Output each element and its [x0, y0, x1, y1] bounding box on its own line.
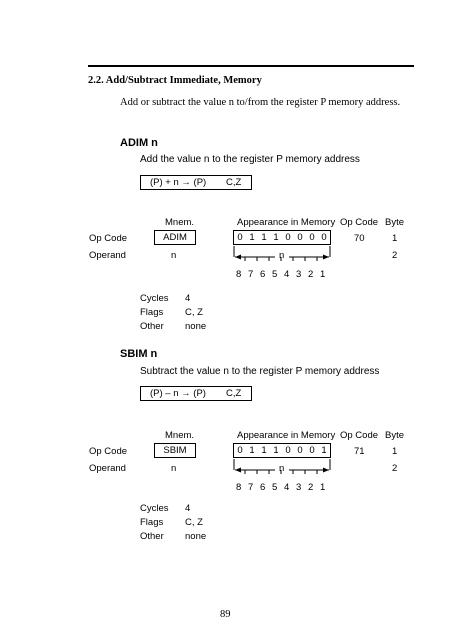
opcode-byte-count: 1	[392, 446, 398, 457]
bit-value: 0	[321, 232, 327, 243]
operand-field-label: n	[279, 250, 285, 261]
bit-number: 3	[296, 482, 302, 493]
instruction-title: SBIM n	[120, 348, 158, 360]
flags-label: Flags	[140, 517, 164, 528]
bit-number: 8	[236, 482, 242, 493]
header-rule	[88, 65, 414, 67]
bit-number: 8	[236, 269, 242, 280]
flags-value: C, Z	[185, 307, 203, 318]
section-title: 2.2. Add/Subtract Immediate, Memory	[88, 75, 262, 86]
opcode-value: 71	[354, 446, 365, 457]
row-label-operand: Operand	[89, 250, 126, 261]
bit-number: 7	[248, 269, 254, 280]
bit-value: 0	[297, 232, 303, 243]
bit-number: 4	[284, 482, 290, 493]
bit-value: 0	[309, 445, 315, 456]
flags-label: Flags	[140, 307, 164, 318]
bit-number: 4	[284, 269, 290, 280]
bit-value: 1	[261, 445, 267, 456]
instruction-description: Subtract the value n to the register P memory address	[140, 366, 380, 377]
mnemonic-box: SBIM	[154, 443, 196, 458]
operand-byte-count: 2	[392, 250, 398, 261]
operand-mnem: n	[171, 250, 177, 261]
opcode-value: 70	[354, 233, 365, 244]
bit-value: 0	[309, 232, 315, 243]
bit-number: 6	[260, 269, 266, 280]
bit-value: 1	[249, 445, 255, 456]
bit-pattern-box	[233, 230, 331, 245]
operand-byte-count: 2	[392, 463, 398, 474]
row-label-opcode: Op Code	[89, 446, 128, 457]
row-label-operand: Operand	[89, 463, 126, 474]
other-label: Other	[140, 321, 164, 332]
header-mnem: Mnem.	[165, 430, 195, 441]
bit-number: 5	[272, 482, 278, 493]
other-label: Other	[140, 531, 164, 542]
bit-value: 0	[237, 232, 243, 243]
bit-value: 0	[285, 232, 291, 243]
instruction-title: ADIM n	[120, 137, 158, 149]
bit-value: 1	[273, 445, 279, 456]
bit-value: 1	[273, 232, 279, 243]
bit-value: 1	[261, 232, 267, 243]
bit-value: 0	[285, 445, 291, 456]
operation-formula: (P) – n → (P)	[150, 388, 206, 399]
header-byte: Byte	[385, 430, 405, 441]
operand-field-label: n	[279, 463, 285, 474]
section-intro: Add or subtract the value n to/from the register P memory address.	[120, 97, 401, 108]
header-appearance: Appearance in Memory	[237, 217, 336, 228]
operation-box	[140, 175, 252, 190]
bit-number: 2	[308, 269, 314, 280]
bit-number: 3	[296, 269, 302, 280]
header-byte: Byte	[385, 217, 405, 228]
instruction-description: Add the value n to the register P memory address	[140, 154, 360, 165]
bit-number: 6	[260, 482, 266, 493]
header-mnem: Mnem.	[165, 217, 195, 228]
bit-number: 7	[248, 482, 254, 493]
bit-number: 5	[272, 269, 278, 280]
bit-pattern-box	[233, 443, 331, 458]
bit-value: 1	[321, 445, 327, 456]
operand-mnem: n	[171, 463, 177, 474]
other-value: none	[185, 531, 207, 542]
cycles-value: 4	[185, 293, 191, 304]
bit-value: 1	[249, 232, 255, 243]
header-opcode: Op Code	[340, 217, 379, 228]
bit-number: 2	[308, 482, 314, 493]
header-opcode: Op Code	[340, 430, 379, 441]
operation-flags: C,Z	[226, 388, 242, 399]
bit-number: 1	[320, 269, 326, 280]
cycles-label: Cycles	[140, 503, 169, 514]
bit-value: 0	[237, 445, 243, 456]
page-number: 89	[220, 609, 231, 620]
flags-value: C, Z	[185, 517, 203, 528]
opcode-byte-count: 1	[392, 233, 398, 244]
row-label-opcode: Op Code	[89, 233, 128, 244]
cycles-value: 4	[185, 503, 191, 514]
other-value: none	[185, 321, 207, 332]
operation-box	[140, 386, 252, 401]
operation-formula: (P) + n → (P)	[150, 177, 207, 188]
operation-flags: C,Z	[226, 177, 242, 188]
header-appearance: Appearance in Memory	[237, 430, 336, 441]
bit-number: 1	[320, 482, 326, 493]
bit-value: 0	[297, 445, 303, 456]
cycles-label: Cycles	[140, 293, 169, 304]
mnemonic-box: ADIM	[154, 230, 196, 245]
